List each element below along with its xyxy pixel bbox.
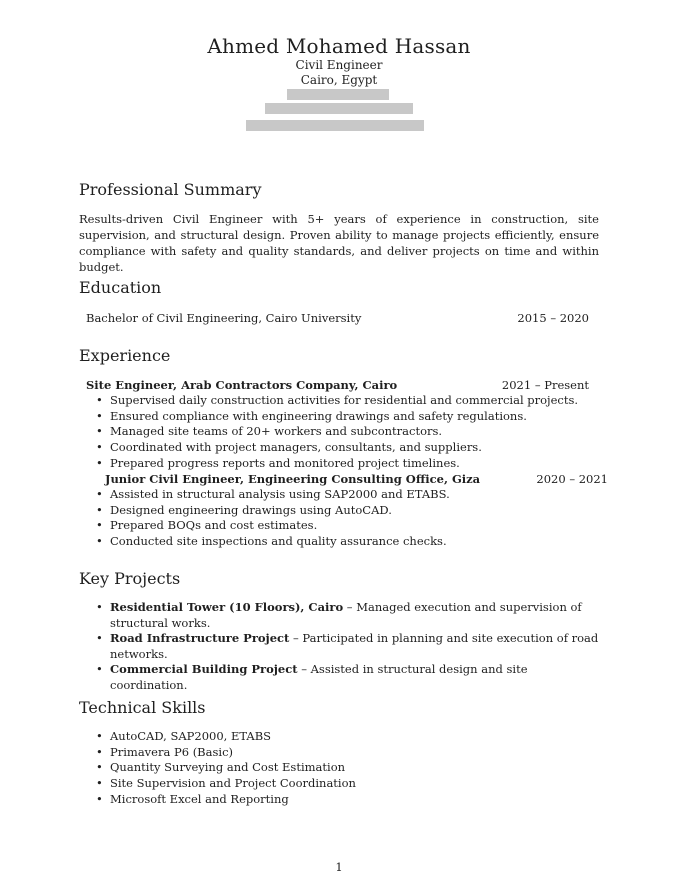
project-desc: – Assisted in structural design and site coordination.: [110, 662, 528, 692]
bullet-icon: •: [96, 600, 103, 614]
candidate-location: Cairo, Egypt: [300, 73, 378, 87]
project-desc: – Participated in planning and site execution of road networks.: [110, 631, 599, 661]
bullet-icon: •: [96, 424, 103, 439]
bullet-icon: •: [96, 518, 103, 533]
list-item: • Quantity Surveying and Cost Estimation: [96, 760, 346, 775]
candidate-title: Civil Engineer: [295, 58, 383, 72]
list-item: • Ensured compliance with engineering drawings and safety regulations.: [96, 408, 527, 423]
bullet-icon: •: [96, 760, 103, 775]
project-list: [96, 600, 608, 693]
skills-list: [96, 729, 608, 808]
list-item: • Prepared BOQs and cost estimates.: [96, 518, 318, 533]
resume-header: [0, 34, 678, 88]
education-heading: Education: [79, 278, 162, 297]
bullet-icon: •: [96, 776, 103, 791]
job-years: 2020 – 2021: [536, 472, 608, 486]
candidate-name: Ahmed Mohamed Hassan: [207, 34, 471, 58]
list-item: • Assisted in structural analysis using SAP2000 and ETABS.: [96, 487, 450, 501]
list-item: • Designed engineering drawings using AutoCAD.: [96, 502, 392, 517]
list-item: • Coordinated with project managers, consultants, and suppliers.: [96, 440, 482, 455]
job-bullets: [96, 487, 608, 550]
list-item: • AutoCAD, SAP2000, ETABS: [96, 729, 272, 743]
project-name: Road Infrastructure Project: [110, 631, 290, 645]
list-item: [96, 631, 608, 662]
bullet-icon: •: [96, 487, 103, 501]
list-item: • Primavera P6 (Basic): [96, 744, 233, 759]
bullet-icon: •: [96, 744, 103, 759]
page-number: 1: [335, 860, 343, 874]
bullet-icon: •: [96, 729, 103, 743]
bullet-icon: •: [96, 534, 103, 549]
education-years: 2015 – 2020: [517, 311, 589, 325]
bullet-icon: •: [96, 408, 103, 423]
bullet-icon: •: [96, 631, 103, 645]
redacted-email: [265, 103, 413, 114]
summary-heading: Professional Summary: [79, 180, 262, 199]
skills-heading: Technical Skills: [79, 698, 206, 717]
bullet-icon: •: [96, 455, 103, 470]
list-item: [96, 662, 608, 693]
redacted-link: [246, 120, 424, 131]
bullet-icon: •: [96, 662, 103, 676]
projects-heading: Key Projects: [79, 569, 181, 588]
list-item: [96, 600, 608, 631]
summary-text: Results-driven Civil Engineer with 5+ years of experience in construction, site supervision, and structural design. Proven ability to manage projects efficiently, ensure compliance with safety and quality standards, and deliver projects on time and within budget.: [79, 212, 599, 274]
list-item: • Managed site teams of 20+ workers and subcontractors.: [96, 424, 443, 439]
bullet-icon: •: [96, 791, 103, 806]
project-name: Residential Tower (10 Floors), Cairo: [110, 600, 344, 614]
experience-heading: Experience: [79, 346, 171, 365]
education-degree: Bachelor of Civil Engineering, Cairo University: [86, 311, 362, 325]
bullet-icon: •: [96, 440, 103, 455]
project-desc: – Managed execution and supervision of structural works.: [110, 600, 582, 630]
job-role: Site Engineer, Arab Contractors Company, Cairo: [86, 378, 398, 392]
list-item: • Microsoft Excel and Reporting: [96, 791, 289, 806]
job-role: Junior Civil Engineer, Engineering Consulting Office, Giza: [105, 472, 481, 486]
bullet-icon: •: [96, 393, 103, 407]
job-bullets: [96, 393, 608, 472]
list-item: • Supervised daily construction activities for residential and commercial projects.: [96, 393, 579, 407]
list-item: • Conducted site inspections and quality assurance checks.: [96, 534, 447, 549]
bullet-icon: •: [96, 502, 103, 517]
redacted-phone: [287, 89, 389, 100]
list-item: • Prepared progress reports and monitored project timelines.: [96, 455, 460, 470]
list-item: • Site Supervision and Project Coordination: [96, 776, 356, 791]
project-name: Commercial Building Project: [110, 662, 298, 676]
job-years: 2021 – Present: [501, 378, 589, 392]
